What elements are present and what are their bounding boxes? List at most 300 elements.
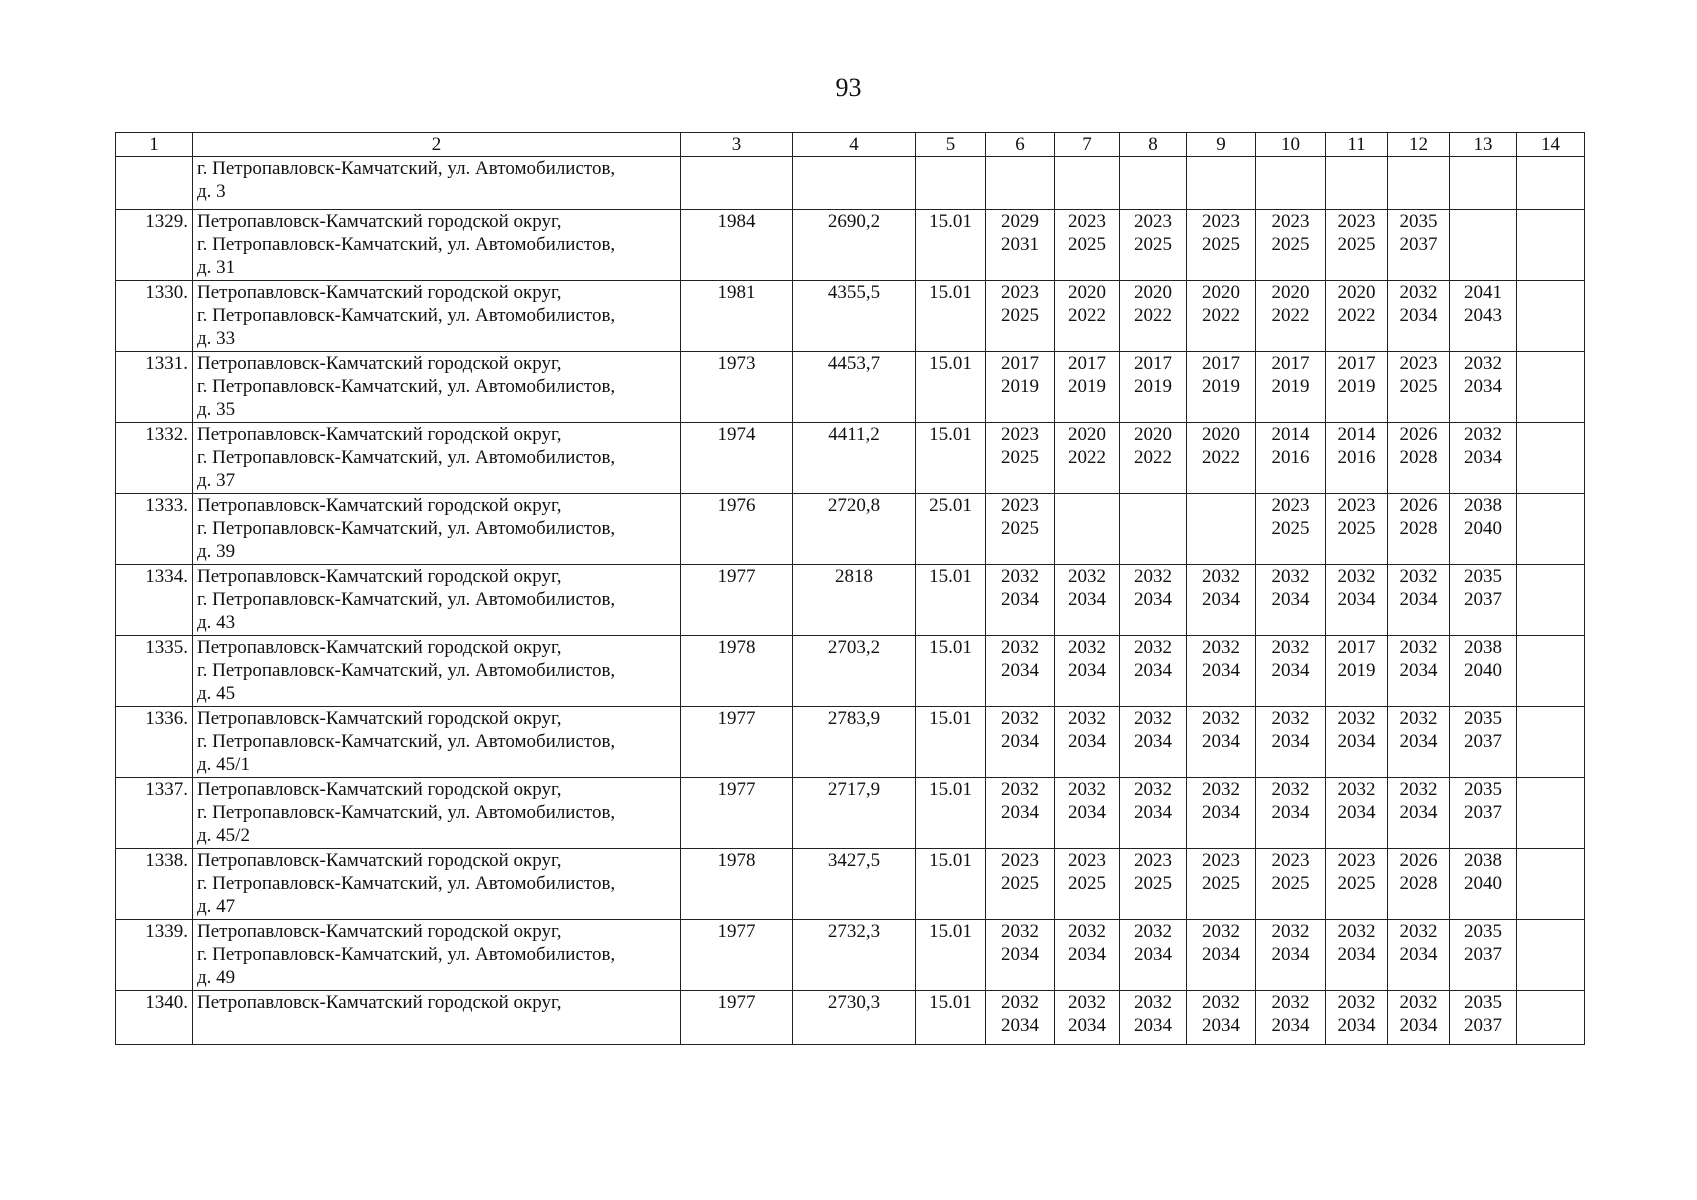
period-cell-col-9 [1187,565,1256,636]
period-cell-col-10 [1256,991,1326,1045]
period-year: 2034 [1068,660,1106,681]
period-year: 2034 [1464,447,1502,468]
period-cell-col-13 [1450,920,1517,991]
period-cell-col-8 [1120,281,1187,352]
period-year: 2035 [1399,211,1438,232]
period-year: 2028 [1399,873,1438,894]
period-year: 2032 [1271,566,1310,587]
period-year: 2020 [1068,424,1106,445]
address-line: г. Петропавловск-Камчатский, ул. Автомобилистов, [197,376,616,397]
period-year: 2034 [1399,1015,1438,1036]
row-number: 1340. [116,991,193,1045]
period-year: 2020 [1202,424,1240,445]
code-cell: 15.01 [916,991,986,1045]
period-cell-col-6 [986,423,1055,494]
address-line: д. 31 [197,257,236,278]
period-cell-col-8 [1120,849,1187,920]
period-cell-col-12 [1388,778,1450,849]
address-line: г. Петропавловск-Камчатский, ул. Автомобилистов, [197,660,616,681]
period-cell-col-6 [986,636,1055,707]
period-year: 2037 [1464,802,1502,823]
period-year: 2034 [1337,589,1376,610]
address-line: г. Петропавловск-Камчатский, ул. Автомобилистов, [197,305,616,326]
period-cell-col-7 [1055,778,1120,849]
period-year: 2022 [1134,305,1172,326]
address-line: Петропавловск-Камчатский городской округ, [197,992,562,1013]
period-cell-col-6 [986,849,1055,920]
period-cell-col-6 [986,210,1055,281]
period-cell-col-7 [1055,494,1120,565]
period-year: 2034 [1271,1015,1310,1036]
period-cell-col-6 [986,565,1055,636]
table-row [116,210,1585,281]
address-line: г. Петропавловск-Камчатский, ул. Автомобилистов, [197,234,616,255]
period-year: 2032 [1271,921,1310,942]
row-number: 1331. [116,352,193,423]
period-cell-col-14 [1517,920,1585,991]
period-year: 2034 [1134,802,1172,823]
area-cell: 2720,8 [793,494,916,565]
area-cell: 2690,2 [793,210,916,281]
period-cell-col-11 [1326,352,1388,423]
period-year: 2034 [1271,660,1310,681]
period-cell-col-7 [1055,157,1120,210]
period-year: 2032 [1001,566,1039,587]
period-cell-col-14 [1517,636,1585,707]
period-year: 2022 [1202,447,1240,468]
period-cell-col-10 [1256,920,1326,991]
period-year: 2017 [1337,637,1376,658]
period-cell-col-12 [1388,849,1450,920]
period-year: 2034 [1337,802,1376,823]
period-year: 2037 [1464,944,1502,965]
period-cell-col-12 [1388,210,1450,281]
address-cell [193,636,681,707]
address-line: д. 3 [197,181,226,202]
period-year: 2038 [1464,495,1502,516]
period-year: 2034 [1337,944,1376,965]
period-year: 2019 [1001,376,1039,397]
period-year: 2032 [1202,637,1240,658]
period-cell-col-13 [1450,281,1517,352]
period-year: 2032 [1202,708,1240,729]
period-year: 2028 [1399,447,1438,468]
address-line: д. 45/2 [197,825,250,846]
period-year: 2032 [1134,637,1172,658]
period-cell-col-6 [986,707,1055,778]
period-cell-col-10 [1256,210,1326,281]
period-year: 2025 [1001,305,1039,326]
page-number: 93 [835,73,862,102]
table-header-row [116,133,1585,157]
period-year: 2040 [1464,518,1502,539]
address-line: г. Петропавловск-Камчатский, ул. Автомобилистов, [197,873,616,894]
period-year: 2017 [1202,353,1240,374]
period-year: 2032 [1271,708,1310,729]
address-line: Петропавловск-Камчатский городской округ, [197,495,562,516]
period-year: 2032 [1399,921,1438,942]
period-cell-col-7 [1055,352,1120,423]
period-cell-col-14 [1517,778,1585,849]
period-cell-col-12 [1388,565,1450,636]
address-line: д. 35 [197,399,236,420]
column-header-11: 11 [1326,133,1388,157]
period-year: 2020 [1202,282,1240,303]
period-cell-col-9 [1187,352,1256,423]
table-row [116,157,1585,210]
period-cell-col-13 [1450,707,1517,778]
code-cell: 15.01 [916,565,986,636]
period-cell-col-14 [1517,707,1585,778]
period-year: 2034 [1134,589,1172,610]
period-cell-col-11 [1326,210,1388,281]
period-year: 2032 [1271,779,1310,800]
row-number: 1329. [116,210,193,281]
period-year: 2040 [1464,873,1502,894]
period-year: 2029 [1001,211,1039,232]
table-row [116,352,1585,423]
address-line: Петропавловск-Камчатский городской округ, [197,708,562,729]
address-line: д. 37 [197,470,236,491]
period-cell-col-10 [1256,707,1326,778]
period-year: 2034 [1337,731,1376,752]
period-year: 2032 [1464,353,1502,374]
period-year: 2034 [1134,660,1172,681]
period-cell-col-8 [1120,991,1187,1045]
address-cell [193,707,681,778]
period-cell-col-6 [986,494,1055,565]
period-cell-col-9 [1187,210,1256,281]
code-cell: 15.01 [916,707,986,778]
period-year: 2017 [1001,353,1039,374]
period-cell-col-6 [986,778,1055,849]
period-year: 2034 [1337,1015,1376,1036]
period-cell-col-10 [1256,565,1326,636]
period-year: 2022 [1068,305,1106,326]
period-year: 2032 [1202,992,1240,1013]
address-line: г. Петропавловск-Камчатский, ул. Автомобилистов, [197,447,616,468]
period-cell-col-8 [1120,565,1187,636]
period-year: 2022 [1202,305,1240,326]
period-year: 2037 [1464,1015,1502,1036]
period-year: 2014 [1337,424,1376,445]
year-built-cell: 1978 [681,849,793,920]
row-number: 1332. [116,423,193,494]
row-number [116,157,193,210]
period-cell-col-9 [1187,991,1256,1045]
year-built-cell: 1977 [681,707,793,778]
period-cell-col-9 [1187,778,1256,849]
period-year: 2037 [1464,589,1502,610]
area-cell: 2717,9 [793,778,916,849]
address-line: г. Петропавловск-Камчатский, ул. Автомобилистов, [197,158,616,179]
period-cell-col-8 [1120,423,1187,494]
address-cell [193,157,681,210]
area-cell: 2783,9 [793,707,916,778]
period-cell-col-14 [1517,352,1585,423]
period-year: 2032 [1337,921,1376,942]
address-line: Петропавловск-Камчатский городской округ, [197,850,562,871]
period-cell-col-9 [1187,281,1256,352]
period-year: 2023 [1068,850,1106,871]
column-header-10: 10 [1256,133,1326,157]
period-cell-col-9 [1187,423,1256,494]
period-cell-col-9 [1187,707,1256,778]
period-year: 2032 [1337,779,1376,800]
period-cell-col-11 [1326,423,1388,494]
period-cell-col-10 [1256,494,1326,565]
table-row [116,423,1585,494]
period-year: 2019 [1271,376,1310,397]
code-cell: 15.01 [916,636,986,707]
period-year: 2032 [1271,637,1310,658]
period-year: 2025 [1202,234,1240,255]
address-cell [193,494,681,565]
period-year: 2026 [1399,424,1438,445]
area-cell: 2732,3 [793,920,916,991]
period-year: 2032 [1399,779,1438,800]
period-year: 2032 [1068,637,1106,658]
period-year: 2034 [1271,589,1310,610]
period-year: 2034 [1271,944,1310,965]
period-cell-col-8 [1120,157,1187,210]
period-cell-col-13 [1450,991,1517,1045]
area-cell: 4453,7 [793,352,916,423]
period-year: 2034 [1202,660,1240,681]
code-cell: 15.01 [916,920,986,991]
period-year: 2025 [1068,234,1106,255]
period-year: 2019 [1068,376,1106,397]
period-year: 2034 [1202,1015,1240,1036]
year-built-cell: 1974 [681,423,793,494]
period-cell-col-8 [1120,210,1187,281]
period-cell-col-10 [1256,636,1326,707]
period-year: 2034 [1399,802,1438,823]
period-cell-col-13 [1450,157,1517,210]
period-year: 2034 [1399,305,1438,326]
period-cell-col-7 [1055,565,1120,636]
address-line: д. 47 [197,896,236,917]
period-cell-col-11 [1326,494,1388,565]
period-cell-col-7 [1055,636,1120,707]
period-year: 2025 [1001,518,1039,539]
column-header-5: 5 [916,133,986,157]
period-year: 2025 [1134,234,1172,255]
period-cell-col-11 [1326,281,1388,352]
year-built-cell: 1977 [681,565,793,636]
period-year: 2017 [1271,353,1310,374]
period-cell-col-7 [1055,707,1120,778]
period-year: 2032 [1202,921,1240,942]
row-number: 1330. [116,281,193,352]
period-year: 2022 [1134,447,1172,468]
column-header-2: 2 [193,133,681,157]
period-year: 2037 [1464,731,1502,752]
period-year: 2025 [1001,873,1039,894]
period-year: 2032 [1068,708,1106,729]
period-cell-col-14 [1517,991,1585,1045]
period-cell-col-9 [1187,636,1256,707]
period-cell-col-11 [1326,707,1388,778]
code-cell [916,157,986,210]
period-year: 2032 [1134,708,1172,729]
year-built-cell: 1978 [681,636,793,707]
area-cell [793,157,916,210]
period-year: 2032 [1134,779,1172,800]
period-cell-col-11 [1326,778,1388,849]
address-line: Петропавловск-Камчатский городской округ, [197,566,562,587]
period-cell-col-10 [1256,157,1326,210]
table-body [116,157,1585,1045]
period-cell-col-11 [1326,565,1388,636]
row-number: 1335. [116,636,193,707]
address-line: Петропавловск-Камчатский городской округ, [197,353,562,374]
column-header-7: 7 [1055,133,1120,157]
period-cell-col-7 [1055,849,1120,920]
period-cell-col-9 [1187,849,1256,920]
period-year: 2025 [1202,873,1240,894]
period-year: 2034 [1068,944,1106,965]
period-year: 2034 [1001,944,1039,965]
period-year: 2035 [1464,992,1502,1013]
period-cell-col-6 [986,991,1055,1045]
period-year: 2017 [1337,353,1376,374]
period-cell-col-12 [1388,920,1450,991]
address-line: Петропавловск-Камчатский городской округ, [197,211,562,232]
period-year: 2017 [1068,353,1106,374]
period-cell-col-12 [1388,281,1450,352]
period-cell-col-7 [1055,991,1120,1045]
code-cell: 15.01 [916,423,986,494]
period-year: 2034 [1001,660,1039,681]
address-line: д. 45 [197,683,236,704]
address-line: г. Петропавловск-Камчатский, ул. Автомобилистов, [197,589,616,610]
period-year: 2023 [1271,495,1310,516]
column-header-3: 3 [681,133,793,157]
row-number: 1339. [116,920,193,991]
area-cell: 3427,5 [793,849,916,920]
period-cell-col-9 [1187,157,1256,210]
period-year: 2020 [1271,282,1310,303]
period-cell-col-6 [986,157,1055,210]
period-year: 2034 [1202,589,1240,610]
area-cell: 4355,5 [793,281,916,352]
row-number: 1338. [116,849,193,920]
period-year: 2032 [1399,282,1438,303]
period-cell-col-14 [1517,281,1585,352]
period-cell-col-6 [986,920,1055,991]
period-year: 2014 [1271,424,1310,445]
column-header-6: 6 [986,133,1055,157]
period-cell-col-10 [1256,778,1326,849]
period-year: 2023 [1271,850,1310,871]
period-cell-col-10 [1256,849,1326,920]
period-year: 2032 [1271,992,1310,1013]
period-year: 2034 [1399,944,1438,965]
period-year: 2034 [1001,731,1039,752]
area-cell: 2703,2 [793,636,916,707]
period-year: 2034 [1202,802,1240,823]
table-row [116,991,1585,1045]
period-year: 2032 [1337,708,1376,729]
period-cell-col-10 [1256,352,1326,423]
period-year: 2032 [1399,637,1438,658]
period-cell-col-13 [1450,423,1517,494]
period-year: 2022 [1068,447,1106,468]
period-year: 2035 [1464,566,1502,587]
period-year: 2020 [1134,282,1172,303]
code-cell: 15.01 [916,778,986,849]
period-cell-col-8 [1120,920,1187,991]
period-cell-col-6 [986,281,1055,352]
period-year: 2023 [1068,211,1106,232]
period-year: 2016 [1271,447,1310,468]
address-cell [193,991,681,1045]
period-cell-col-8 [1120,707,1187,778]
column-header-9: 9 [1187,133,1256,157]
period-cell-col-13 [1450,636,1517,707]
address-cell [193,210,681,281]
code-cell: 25.01 [916,494,986,565]
period-cell-col-13 [1450,778,1517,849]
year-built-cell: 1973 [681,352,793,423]
year-built-cell [681,157,793,210]
address-line: д. 45/1 [197,754,250,775]
area-cell: 4411,2 [793,423,916,494]
table-row [116,636,1585,707]
period-year: 2019 [1202,376,1240,397]
period-year: 2034 [1068,589,1106,610]
period-year: 2032 [1001,921,1039,942]
period-year: 2019 [1337,660,1376,681]
period-year: 2032 [1068,779,1106,800]
period-year: 2032 [1068,566,1106,587]
period-cell-col-8 [1120,494,1187,565]
period-year: 2034 [1399,589,1438,610]
period-year: 2026 [1399,850,1438,871]
period-year: 2032 [1134,566,1172,587]
year-built-cell: 1977 [681,920,793,991]
period-year: 2023 [1202,850,1240,871]
period-year: 2016 [1337,447,1376,468]
column-header-12: 12 [1388,133,1450,157]
year-built-cell: 1981 [681,281,793,352]
period-cell-col-12 [1388,707,1450,778]
period-year: 2025 [1271,873,1310,894]
period-cell-col-10 [1256,423,1326,494]
period-year: 2032 [1399,708,1438,729]
period-year: 2032 [1134,992,1172,1013]
period-year: 2032 [1337,992,1376,1013]
period-year: 2023 [1134,211,1172,232]
address-line: д. 49 [197,967,236,988]
period-year: 2023 [1134,850,1172,871]
year-built-cell: 1977 [681,778,793,849]
column-header-8: 8 [1120,133,1187,157]
address-cell [193,565,681,636]
address-line: Петропавловск-Камчатский городской округ, [197,282,562,303]
period-year: 2025 [1271,234,1310,255]
period-year: 2020 [1337,282,1376,303]
period-year: 2032 [1001,779,1039,800]
period-cell-col-13 [1450,849,1517,920]
period-cell-col-11 [1326,157,1388,210]
period-year: 2025 [1337,234,1376,255]
period-cell-col-14 [1517,423,1585,494]
period-year: 2023 [1399,353,1438,374]
period-year: 2034 [1464,376,1502,397]
period-cell-col-7 [1055,920,1120,991]
